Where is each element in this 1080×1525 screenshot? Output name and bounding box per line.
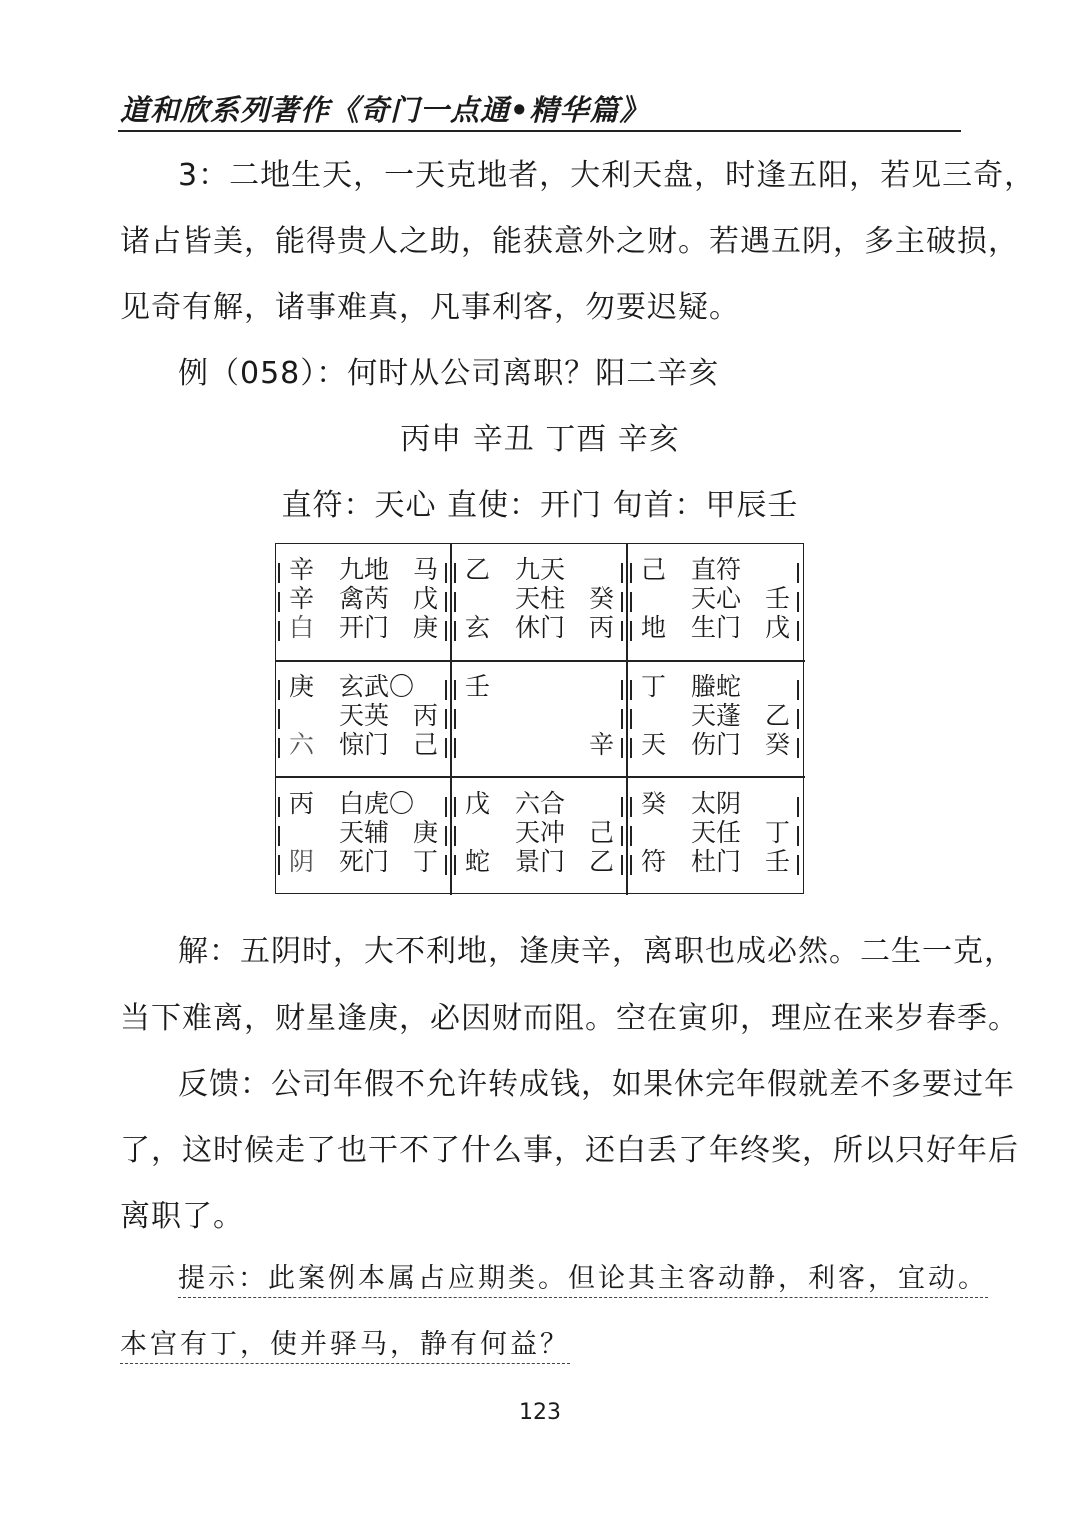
header-divider	[118, 130, 961, 132]
qimen-chart	[275, 543, 805, 895]
paragraph-rule3-line3: 见奇有解，诸事难真，凡事利客，勿要迟疑。	[120, 290, 740, 325]
palace-tick	[621, 563, 623, 583]
palace-text: 直符	[691, 555, 742, 584]
palace-tick	[445, 680, 447, 700]
palace-tick	[445, 621, 447, 641]
palace-text: 九地	[339, 555, 390, 584]
palace-tick	[797, 709, 799, 729]
analysis-line2: 当下难离，财星逢庚，必因财而阻。空在寅卯，理应在来岁春季。	[120, 1001, 1019, 1036]
paragraph-rule3-line2: 诸占皆美，能得贵人之助，能获意外之财。若遇五阴，多主破损，	[120, 224, 1019, 259]
palace-text: 六合	[515, 789, 566, 818]
palace-tick	[621, 592, 623, 612]
palace-text: 天蓬	[691, 701, 742, 730]
palace-text: 阴	[289, 847, 315, 876]
palace-text: 癸	[765, 730, 791, 759]
palace-text: 惊门	[339, 730, 390, 759]
palace-text: 开门	[339, 613, 390, 642]
palace-tick	[621, 797, 623, 817]
palace-text: 戊	[465, 789, 491, 818]
analysis-line1: 解：五阴时，大不利地，逢庚辛，离职也成必然。二生一克，	[178, 934, 1015, 969]
palace-text: 白	[289, 613, 315, 642]
palace-tick	[454, 621, 456, 641]
palace-text: 丁	[413, 847, 439, 876]
palace-text: 生门	[691, 613, 742, 642]
palace-tick	[278, 797, 280, 817]
palace-text: 丙	[589, 613, 615, 642]
palace-tick	[445, 855, 447, 875]
palace-text: 壬	[765, 847, 791, 876]
palace-tick	[445, 592, 447, 612]
palace-text: 己	[589, 818, 615, 847]
four-pillars: 丙申 辛丑 丁酉 辛亥	[400, 422, 680, 457]
palace-tick	[445, 563, 447, 583]
palace-cell	[275, 777, 451, 894]
palace-tick	[797, 621, 799, 641]
palace-text: 禽芮	[339, 584, 390, 613]
palace-tick	[621, 738, 623, 758]
palace-tick	[278, 592, 280, 612]
palace-tick	[454, 680, 456, 700]
palace-tick	[278, 826, 280, 846]
palace-cell	[451, 543, 627, 660]
page-number: 123	[519, 1400, 561, 1425]
palace-tick	[630, 709, 632, 729]
palace-text: 乙	[589, 847, 615, 876]
palace-text: 丙	[289, 789, 315, 818]
palace-text: 死门	[339, 847, 390, 876]
palace-text: 玄	[465, 613, 491, 642]
palace-cell	[451, 660, 627, 777]
palace-tick	[278, 738, 280, 758]
palace-text: 天辅	[339, 818, 390, 847]
palace-text: 庚	[413, 613, 439, 642]
paragraph-rule3-line1: 3：二地生天，一天克地者，大利天盘，时逢五阳，若见三奇，	[178, 158, 1036, 193]
palace-cell	[627, 543, 803, 660]
palace-tick	[278, 709, 280, 729]
palace-text: 马	[413, 555, 439, 584]
palace-tick	[454, 709, 456, 729]
example-title: 例（058）：何时从公司离职？阳二辛亥	[178, 356, 720, 391]
palace-tick	[621, 621, 623, 641]
palace-text: 地	[641, 613, 667, 642]
hint-line1: 提示：此案例本属占应期类。但论其主客动静，利客，宜动。	[178, 1256, 988, 1298]
palace-text: 辛	[289, 555, 315, 584]
palace-tick	[621, 826, 623, 846]
palace-tick	[445, 709, 447, 729]
palace-tick	[278, 855, 280, 875]
palace-tick	[797, 680, 799, 700]
hint-line2: 本宫有丁，使并驿马，静有何益？	[120, 1322, 570, 1364]
palace-tick	[445, 738, 447, 758]
palace-text: 壬	[465, 672, 491, 701]
palace-cell	[275, 660, 451, 777]
palace-tick	[454, 563, 456, 583]
palace-text: 天任	[691, 818, 742, 847]
palace-tick	[630, 621, 632, 641]
palace-text: 天柱	[515, 584, 566, 613]
palace-text: 蛇	[465, 847, 491, 876]
palace-text: 九天	[515, 555, 566, 584]
palace-text: 天冲	[515, 818, 566, 847]
palace-tick	[454, 797, 456, 817]
palace-tick	[797, 797, 799, 817]
palace-text: 乙	[765, 701, 791, 730]
palace-tick	[630, 738, 632, 758]
palace-tick	[630, 826, 632, 846]
palace-text: 休门	[515, 613, 566, 642]
palace-tick	[454, 826, 456, 846]
palace-text: 杜门	[691, 847, 742, 876]
palace-text: 六	[289, 730, 315, 759]
palace-text: 癸	[641, 789, 667, 818]
palace-text: 辛	[589, 730, 615, 759]
palace-tick	[621, 709, 623, 729]
palace-tick	[797, 563, 799, 583]
palace-tick	[797, 855, 799, 875]
palace-tick	[278, 680, 280, 700]
palace-text: 太阴	[691, 789, 742, 818]
palace-tick	[621, 855, 623, 875]
palace-text: 丙	[413, 701, 439, 730]
palace-text: 己	[641, 555, 667, 584]
feedback-line1: 反馈：公司年假不允许转成钱，如果休完年假就差不多要过年	[178, 1067, 1015, 1102]
palace-text: 戊	[765, 613, 791, 642]
palace-text: 戊	[413, 584, 439, 613]
palace-text: 丁	[641, 672, 667, 701]
palace-text: 庚	[413, 818, 439, 847]
palace-tick	[630, 563, 632, 583]
palace-cell	[275, 543, 451, 660]
palace-tick	[621, 680, 623, 700]
palace-text: 伤门	[691, 730, 742, 759]
palace-tick	[454, 738, 456, 758]
palace-tick	[630, 855, 632, 875]
palace-text: 天英	[339, 701, 390, 730]
palace-text: 玄武〇	[339, 672, 415, 701]
palace-tick	[454, 592, 456, 612]
palace-text: 壬	[765, 584, 791, 613]
feedback-line2: 了，这时候走了也干不了什么事，还白丢了年终奖，所以只好年后	[120, 1133, 1019, 1168]
palace-text: 景门	[515, 847, 566, 876]
palace-tick	[797, 738, 799, 758]
palace-tick	[630, 797, 632, 817]
palace-tick	[454, 855, 456, 875]
book-header-title: 道和欣系列著作《奇门一点通•精华篇》	[120, 93, 650, 127]
palace-tick	[797, 826, 799, 846]
palace-text: 庚	[289, 672, 315, 701]
palace-tick	[278, 621, 280, 641]
zhifu-zhishi-line: 直符：天心 直使：开门 旬首：甲辰壬	[281, 488, 799, 523]
palace-tick	[445, 797, 447, 817]
palace-text: 乙	[465, 555, 491, 584]
palace-text: 螣蛇	[691, 672, 742, 701]
palace-tick	[630, 680, 632, 700]
palace-cell	[627, 660, 803, 777]
palace-tick	[797, 592, 799, 612]
palace-text: 白虎〇	[339, 789, 415, 818]
palace-cell	[627, 777, 803, 894]
palace-text: 符	[641, 847, 667, 876]
palace-text: 辛	[289, 584, 315, 613]
palace-text: 癸	[589, 584, 615, 613]
palace-text: 天	[641, 730, 667, 759]
palace-text: 丁	[765, 818, 791, 847]
feedback-line3: 离职了。	[120, 1199, 244, 1234]
palace-tick	[630, 592, 632, 612]
palace-text: 己	[413, 730, 439, 759]
palace-tick	[445, 826, 447, 846]
palace-tick	[278, 563, 280, 583]
palace-cell	[451, 777, 627, 894]
palace-text: 天心	[691, 584, 742, 613]
